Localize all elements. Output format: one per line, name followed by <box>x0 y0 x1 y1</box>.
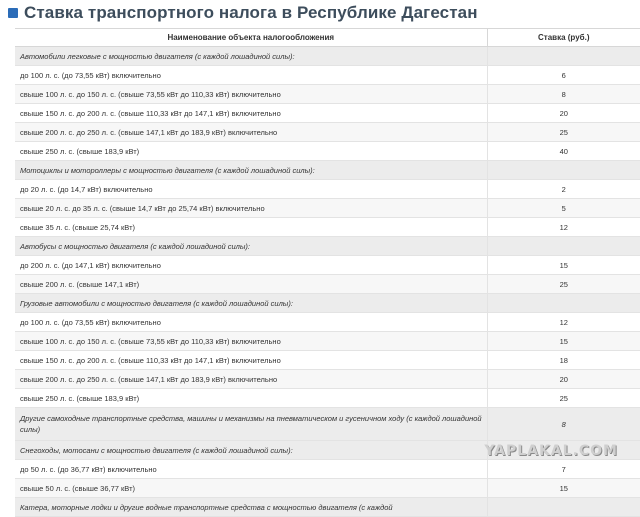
row-rate <box>487 161 640 180</box>
row-label: до 100 л. с. (до 73,55 кВт) включительно <box>15 66 487 85</box>
table-section-row <box>15 47 640 66</box>
table-row <box>15 479 640 498</box>
section-label: Грузовые автомобили с мощностью двигателя (с каждой лошадиной силы): <box>15 294 487 313</box>
table-row <box>15 351 640 370</box>
row-label: до 200 л. с. (до 147,1 кВт) включительно <box>15 256 487 275</box>
column-header-name: Наименование объекта налогообложения <box>15 29 487 47</box>
table-row <box>15 104 640 123</box>
row-rate: 12 <box>487 218 640 237</box>
table-row <box>15 142 640 161</box>
row-label: свыше 35 л. с. (свыше 25,74 кВт) <box>15 218 487 237</box>
section-label: Автомобили легковые с мощностью двигателя (с каждой лошадиной силы): <box>15 47 487 66</box>
table-row <box>15 313 640 332</box>
row-label: свыше 150 л. с. до 200 л. с. (свыше 110,33 кВт до 147,1 кВт) включительно <box>15 351 487 370</box>
row-rate: 12 <box>487 313 640 332</box>
row-label: свыше 100 л. с. до 150 л. с. (свыше 73,55 кВт до 110,33 кВт) включительно <box>15 332 487 351</box>
table-row <box>15 218 640 237</box>
page-title: Ставка транспортного налога в Республике Дагестан <box>24 3 478 22</box>
row-label: свыше 200 л. с. (свыше 147,1 кВт) <box>15 275 487 294</box>
row-rate: 20 <box>487 104 640 123</box>
row-label: свыше 20 л. с. до 35 л. с. (свыше 14,7 кВт до 25,74 кВт) включительно <box>15 199 487 218</box>
row-rate: 6 <box>487 66 640 85</box>
table-section-row <box>15 498 640 517</box>
watermark-logo: YAPLAKAL.COM <box>484 443 618 459</box>
row-rate: 40 <box>487 142 640 161</box>
column-header-rate: Ставка (руб.) <box>487 29 640 47</box>
table-row <box>15 370 640 389</box>
row-rate <box>487 294 640 313</box>
table-row <box>15 199 640 218</box>
row-label: свыше 250 л. с. (свыше 183,9 кВт) <box>15 389 487 408</box>
section-label: Другие самоходные транспортные средства, машины и механизмы на пневматическом и гусеничном ходу (с каждой лошадиной силы) <box>15 408 487 441</box>
row-label: свыше 100 л. с. до 150 л. с. (свыше 73,55 кВт до 110,33 кВт) включительно <box>15 85 487 104</box>
row-label: до 20 л. с. (до 14,7 кВт) включительно <box>15 180 487 199</box>
table-row <box>15 66 640 85</box>
row-rate: 2 <box>487 180 640 199</box>
table-section-row <box>15 408 640 441</box>
row-label: до 100 л. с. (до 73,55 кВт) включительно <box>15 313 487 332</box>
table-row <box>15 275 640 294</box>
row-label: свыше 200 л. с. до 250 л. с. (свыше 147,1 кВт до 183,9 кВт) включительно <box>15 370 487 389</box>
row-label: свыше 250 л. с. (свыше 183,9 кВт) <box>15 142 487 161</box>
row-rate: 8 <box>487 85 640 104</box>
row-rate: 25 <box>487 123 640 142</box>
section-label: Автобусы с мощностью двигателя (с каждой лошадиной силы): <box>15 237 487 256</box>
section-label: Снегоходы, мотосани с мощностью двигателя (с каждой лошадиной силы): <box>15 441 487 460</box>
row-rate: 18 <box>487 351 640 370</box>
table-row <box>15 123 640 142</box>
row-rate: 25 <box>487 275 640 294</box>
row-rate: 15 <box>487 479 640 498</box>
row-rate <box>487 498 640 517</box>
table-header-row <box>15 29 640 47</box>
row-rate: 20 <box>487 370 640 389</box>
table-row <box>15 256 640 275</box>
row-label: свыше 150 л. с. до 200 л. с. (свыше 110,33 кВт до 147,1 кВт) включительно <box>15 104 487 123</box>
table-row <box>15 460 640 479</box>
table-row <box>15 180 640 199</box>
row-label: до 50 л. с. (до 36,77 кВт) включительно <box>15 460 487 479</box>
table-row <box>15 85 640 104</box>
row-rate: 5 <box>487 199 640 218</box>
table-section-row <box>15 161 640 180</box>
table-row <box>15 389 640 408</box>
row-rate: 7 <box>487 460 640 479</box>
row-rate <box>487 237 640 256</box>
section-label: Катера, моторные лодки и другие водные транспортные средства с мощностью двигателя (с каждой <box>15 498 487 517</box>
row-rate <box>487 47 640 66</box>
row-rate: 15 <box>487 332 640 351</box>
square-bullet-icon <box>8 8 18 18</box>
table-section-row <box>15 237 640 256</box>
row-rate: 15 <box>487 256 640 275</box>
section-label: Мотоциклы и мотороллеры с мощностью двигателя (с каждой лошадиной силы): <box>15 161 487 180</box>
row-rate: 8 <box>487 408 640 441</box>
row-label: свыше 200 л. с. до 250 л. с. (свыше 147,1 кВт до 183,9 кВт) включительно <box>15 123 487 142</box>
title-bar <box>0 0 640 26</box>
table-section-row <box>15 294 640 313</box>
table-row <box>15 332 640 351</box>
row-label: свыше 50 л. с. (свыше 36,77 кВт) <box>15 479 487 498</box>
row-rate: 25 <box>487 389 640 408</box>
